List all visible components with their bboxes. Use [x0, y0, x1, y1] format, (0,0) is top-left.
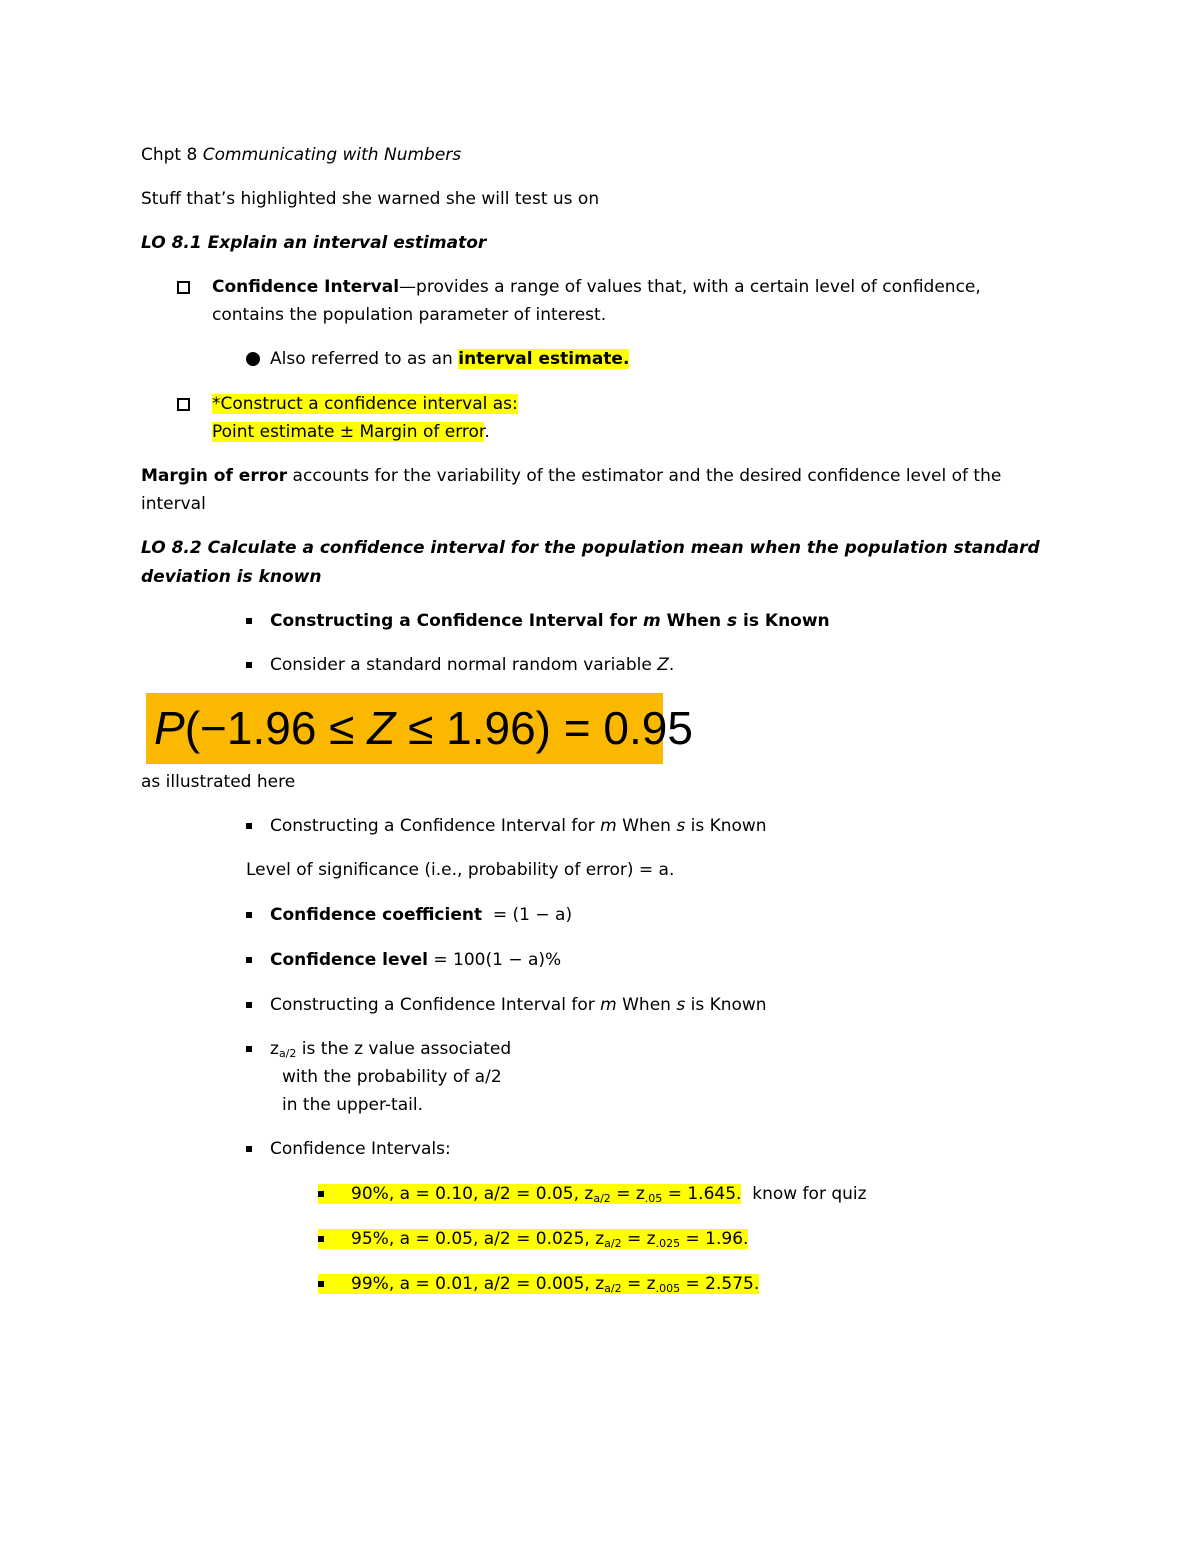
interval-text: = z	[621, 1229, 656, 1249]
b6-a: Constructing a Confidence Interval for	[270, 995, 601, 1015]
formula-body: (−1.96 ≤	[184, 702, 368, 754]
b1-b: When	[660, 611, 727, 631]
interval-sub: .05	[644, 1192, 663, 1205]
square-bullet-icon	[318, 1191, 324, 1197]
z-sub: a/2	[278, 1047, 297, 1060]
interval-sub: .025	[655, 1237, 681, 1250]
coef-term: Confidence coefficient	[270, 905, 483, 925]
ci-heading: Confidence Intervals:	[270, 1139, 451, 1159]
interval-text: = z	[610, 1184, 645, 1204]
b1-s: s	[726, 611, 738, 631]
square-bullet-icon	[246, 1137, 252, 1161]
lo1-heading: LO 8.1 Explain an interval estimator	[141, 233, 487, 253]
margin-line-1	[141, 464, 1001, 488]
interval-95	[318, 1227, 748, 1256]
probability-formula	[146, 693, 693, 764]
checkbox-icon	[177, 275, 190, 299]
interval-sub: .005	[655, 1282, 681, 1295]
interval-text: = 2.575.	[680, 1274, 760, 1294]
bullet-dot-icon	[246, 347, 260, 371]
interval-text: = 1.645.	[662, 1184, 742, 1204]
interval-text: 95%, a = 0.05, a/2 = 0.025, z	[351, 1229, 605, 1249]
interval-99-highlight	[318, 1274, 759, 1294]
b1-a: Constructing a Confidence Interval for	[270, 611, 643, 631]
b6-s: s	[676, 995, 686, 1015]
checkbox-icon	[177, 392, 190, 416]
b3-s: s	[676, 816, 686, 836]
interval-sub: a/2	[593, 1192, 611, 1205]
level-val: = 100(1 − a)%	[427, 950, 562, 970]
lo2-bullet-consider	[270, 653, 674, 677]
lo2-heading-line-1: LO 8.2 Calculate a confidence interval for the population mean when the population standard	[141, 538, 1040, 558]
illustrated-text: as illustrated here	[141, 772, 296, 792]
construct-text-2-end: .	[484, 422, 490, 442]
interval-95-highlight	[318, 1229, 748, 1249]
square-bullet-icon	[318, 1281, 324, 1287]
ci-def-1: —provides a range of values that, with a certain level of confidence,	[399, 277, 981, 297]
square-bullet-icon	[246, 993, 252, 1017]
square-bullet-icon	[246, 948, 252, 972]
intro-text: Stuff that’s highlighted she warned she will test us on	[141, 189, 600, 209]
b6-c: is Known	[685, 995, 767, 1015]
also-prefix: Also referred to as an	[270, 349, 459, 369]
formula-rest: ≤ 1.96) = 0.95	[395, 702, 693, 754]
page-title	[141, 143, 461, 167]
also-referred-line	[270, 347, 629, 371]
title-italic: Communicating with Numbers	[202, 145, 462, 165]
interval-90-highlight	[318, 1184, 741, 1204]
interval-text: = z	[621, 1274, 656, 1294]
margin-def-1: accounts for the variability of the estimator and the desired confidence level of the	[287, 466, 1002, 486]
bullet-confidence-level	[270, 948, 561, 972]
square-bullet-icon	[246, 609, 252, 633]
interval-text: 99%, a = 0.01, a/2 = 0.005, z	[351, 1274, 605, 1294]
interval-90	[318, 1182, 867, 1211]
square-bullet-icon	[246, 653, 252, 677]
square-bullet-icon	[246, 814, 252, 838]
bullet-constructing-3	[270, 993, 767, 1017]
ci-definition-line-1	[212, 275, 981, 299]
construct-line-1	[212, 392, 518, 416]
title-prefix: Chpt 8	[141, 145, 203, 165]
ci-definition-line-2: contains the population parameter of interest.	[212, 305, 607, 325]
z-sym: z	[270, 1039, 279, 1059]
b6-m: m	[600, 995, 617, 1015]
b3-c: is Known	[685, 816, 767, 836]
interval-sub: a/2	[604, 1282, 622, 1295]
bullet-confidence-coefficient	[270, 903, 572, 927]
b2-z: Z	[657, 655, 669, 675]
ci-term: Confidence Interval	[212, 277, 400, 297]
interval-estimate-term: interval estimate.	[458, 349, 630, 369]
bullet-constructing-2	[270, 814, 767, 838]
interval-sub: a/2	[604, 1237, 622, 1250]
b3-m: m	[600, 816, 617, 836]
b6-b: When	[616, 995, 677, 1015]
square-bullet-icon	[246, 903, 252, 927]
lo2-bullet-constructing	[270, 609, 830, 633]
significance-text: Level of significance (i.e., probability of error) = a.	[246, 860, 675, 880]
interval-text: = 1.96.	[680, 1229, 749, 1249]
b3-a: Constructing a Confidence Interval for	[270, 816, 601, 836]
coef-val: = (1 − a)	[482, 905, 573, 925]
construct-text-2: Point estimate ± Margin of error	[212, 422, 485, 442]
b1-m: m	[642, 611, 661, 631]
formula-z: Z	[367, 702, 396, 754]
construct-text-1: *Construct a confidence interval as:	[212, 394, 518, 414]
lo2-heading-line-2: deviation is known	[141, 567, 322, 587]
z-definition-line-1	[270, 1037, 511, 1066]
level-term: Confidence level	[270, 950, 428, 970]
b3-b: When	[616, 816, 677, 836]
quiz-note: know for quiz	[741, 1184, 867, 1204]
square-bullet-icon	[246, 1037, 252, 1061]
b2-a: Consider a standard normal random variable	[270, 655, 658, 675]
interval-99	[318, 1272, 759, 1301]
margin-line-2: interval	[141, 494, 206, 514]
construct-line-2	[212, 420, 490, 444]
margin-term: Margin of error	[141, 466, 288, 486]
b1-c: is Known	[737, 611, 830, 631]
z-definition-line-3: in the upper-tail.	[282, 1095, 423, 1115]
interval-text: 90%, a = 0.10, a/2 = 0.05, z	[351, 1184, 594, 1204]
square-bullet-icon	[318, 1236, 324, 1242]
z-definition-line-2: with the probability of a/2	[282, 1067, 502, 1087]
z-desc-1: is the z value associated	[296, 1039, 512, 1059]
formula-p: P	[154, 702, 185, 754]
b2-c: .	[668, 655, 675, 675]
